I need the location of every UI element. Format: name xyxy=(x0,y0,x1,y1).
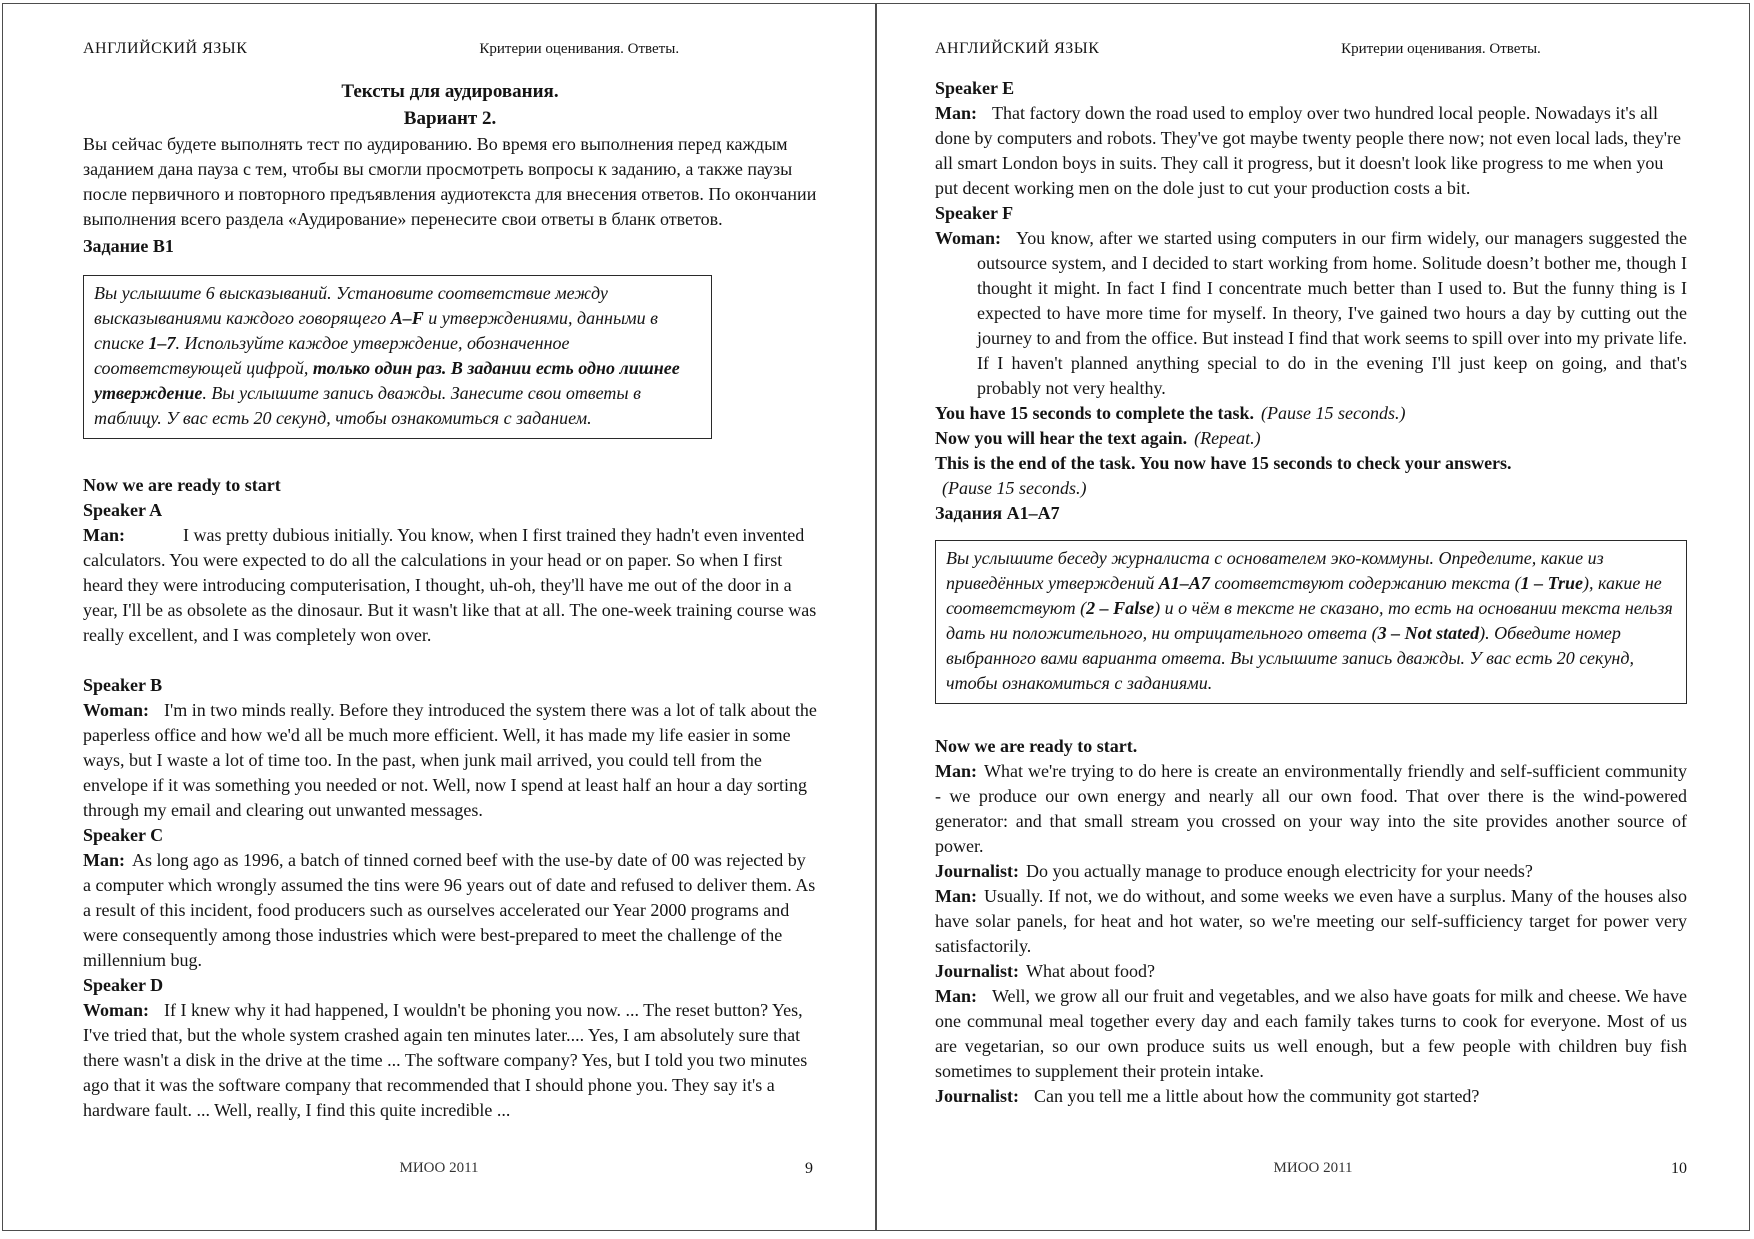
speaker-text: That factory down the road used to employ over two hundred local people. Nowadays it's all done by computers and robots. They've got maybe twenty people there now; not even local lads, they're all smart London boys in suits. They call it progress, but it doesn't look like progress to me when you put decent working men on the dole just to cut your production costs a bit. xyxy=(935,103,1681,198)
speaker-role: Man: xyxy=(935,761,977,781)
speaker-role: Journalist: xyxy=(935,1086,1020,1106)
speaker-text: You know, after we started using computers in our firm widely, our managers suggested the outsource system, and I decided to start working from home. Solitude doesn’t bother me, though I thought it might. In fact I find I concentrate much better than I used to. But the funny thing is I expected to have more time for myself. In theory, I've gained two hours a day by cutting out the journey to and from the office. But instead I find that work seems to spill over into my private life. If I haven't planned anything special to do in the evening I'll just keep on going, and that's probably not very healthy. xyxy=(977,228,1688,398)
tab-spacer xyxy=(125,865,132,866)
speaker-text: If I knew why it had happened, I wouldn't be phoning you now. ... The reset button? Yes, I've tried that, but the whole system crashed again ten minutes later.... Yes, I am absolutely sure that there wasn't a disk in the drive at the time ... The software company? Yes, but I told you two minutes ago that it was the software company that recommended that I should phone you. They say it's a hardware fault. ... Well, really, I find this quite incredible ... xyxy=(83,1000,808,1120)
speaker-d-paragraph xyxy=(83,998,817,1123)
page-header xyxy=(83,40,817,64)
speaker-role: Woman: xyxy=(83,700,150,720)
tab-spacer xyxy=(1019,976,1026,977)
tab-spacer xyxy=(149,715,164,716)
dialogue-paragraph xyxy=(935,1084,1687,1109)
tasks-a1-a7-heading: Задания A1–A7 xyxy=(935,503,1060,523)
speaker-b-paragraph xyxy=(83,698,817,823)
speaker-a-section xyxy=(83,498,817,648)
instruction-text: Вы услышите беседу журналиста с основателем эко-коммуны. Определите, какие из приведённых утверждений A1–A7 соответствуют содержанию текста (1 – True), какие не соответствуют (2 – False) и о чём в тексте не сказано, то есть на основании текста нельзя дать ни положительного, ни отрицательного ответа (3 – Not stated). Обведите номер выбранного вами варианта ответа. Вы услышите запись дважды. У вас есть 20 секунд, чтобы ознакомиться с заданиями. xyxy=(946,548,1673,693)
tab-spacer xyxy=(1001,243,1016,244)
speaker-text: As long ago as 1996, a batch of tinned corned beef with the use-by date of 00 was rejected by a computer which wrongly assumed the tins were 96 years out of date and refused to deliver them. As a result of this incident, food producers such as ourselves accelerated our Year 2000 programs and were consequently among those industries which were best-prepared to meet the challenge of the millennium bug. xyxy=(83,850,816,970)
speaker-text: I'm in two minds really. Before they introduced the system there was a lot of talk about the paperless office and how we'd all be much more efficient. Well, it has made my life easier in some ways, but I waste a lot of time too. In the past, when junk mail arrived, you could tell from the envelope if it was something you needed or not. Well, now I spend at least half an hour a day sorting through my email and clearing out unwanted messages. xyxy=(83,700,817,820)
speaker-e-paragraph xyxy=(935,101,1687,201)
task-instruction-line: Now you will hear the text again. (Repeat.) xyxy=(935,428,1261,448)
dialogue-text: Do you actually manage to produce enough electricity for your needs? xyxy=(1026,861,1533,881)
footer-publisher: МИОО 2011 xyxy=(399,1160,479,1176)
dialogue-text: Well, we grow all our fruit and vegetables, and we also have goats for milk and cheese. We have one communal meal together every day and each family takes turns to cook for everyone. Most of us are vegetarian, so our own produce suits us well enough, but a few people with children buy fish sometimes to supplement their protein intake. xyxy=(935,986,1687,1081)
instruction-box-b1 xyxy=(83,275,712,439)
task-b1-heading: Задание B1 xyxy=(83,236,174,256)
task-instruction-line: This is the end of the task. You now have 15 seconds to check your answers. xyxy=(935,453,1512,473)
ready-line: Now we are ready to start. xyxy=(935,736,1138,756)
speaker-c-heading: Speaker C xyxy=(83,825,164,845)
dialogue-text: Usually. If not, we do without, and some weeks we even have a surplus. Many of the houses also have solar panels, for heat and hot water, so we're meeting our self-sufficiency target for power very satisfactorily. xyxy=(935,886,1687,956)
speaker-c-section xyxy=(83,823,817,973)
speaker-role: Man: xyxy=(935,103,977,123)
speaker-c-paragraph xyxy=(83,848,817,973)
tab-spacer xyxy=(149,1015,164,1016)
tab-spacer xyxy=(977,776,984,777)
speaker-d-heading: Speaker D xyxy=(83,975,164,995)
tab-spacer xyxy=(1019,876,1026,877)
dialogue-text: What about food? xyxy=(1026,961,1155,981)
speaker-role: Man: xyxy=(83,525,125,545)
header-subject: АНГЛИЙСКИЙ ЯЗЫК xyxy=(83,40,248,57)
dialogue-paragraph xyxy=(935,884,1687,959)
instruction-text: Вы услышите 6 высказываний. Установите соответствие между высказываниями каждого говорящего A–F и утверждениями, данными в списке 1–7. Используйте каждое утверждение, обозначенное соответствующей цифрой, только один раз. В задании есть одно лишнее утверждение. Вы услышите запись дважды. Занесите свои ответы в таблицу. У вас есть 20 секунд, чтобы ознакомиться с заданием. xyxy=(94,283,680,428)
speaker-role: Journalist: xyxy=(935,961,1020,981)
speaker-f-heading: Speaker F xyxy=(935,203,1014,223)
tab-spacer xyxy=(125,540,183,541)
tab-spacer xyxy=(977,118,992,119)
page-footer xyxy=(877,1160,1749,1180)
instruction-box-a1-a7 xyxy=(935,540,1687,704)
page-header xyxy=(935,40,1687,64)
speaker-role: Man: xyxy=(935,986,977,1006)
speaker-role: Journalist: xyxy=(935,861,1020,881)
intro-paragraph: Вы сейчас будете выполнять тест по аудированию. Во время его выполнения перед каждым заданием дана пауза с тем, чтобы вы смогли просмотреть вопросы к заданию, а также паузы после первичного и повторного предъявления аудиотекста для внесения ответов. По окончании выполнения всего раздела «Аудирование» перенесите свои ответы в бланк ответов. xyxy=(83,134,817,229)
speaker-e-heading: Speaker E xyxy=(935,78,1015,98)
variant-title: Вариант 2. xyxy=(403,108,497,129)
tab-spacer xyxy=(977,1001,992,1002)
speaker-text: I was pretty dubious initially. You know, when I first trained they hadn't even invented calculators. You were expected to do all the calculations in your head or on paper. So when I first heard they were introducing computerisation, I thought, uh-oh, they'll have me out of the door in a year, I'll be as obsolete as the dinosaur. But it wasn't like that at all. The one-week training course was really excellent, and I was completely won over. xyxy=(83,525,817,645)
speaker-e-section xyxy=(935,76,1687,201)
page-footer xyxy=(3,1160,875,1180)
page-number: 9 xyxy=(805,1160,813,1177)
speaker-role: Man: xyxy=(83,850,125,870)
speaker-role: Man: xyxy=(935,886,977,906)
dialogue-text: Can you tell me a little about how the community got started? xyxy=(1034,1086,1480,1106)
header-section: Критерии оценивания. Ответы. xyxy=(1341,41,1541,57)
footer-publisher: МИОО 2011 xyxy=(1273,1160,1353,1176)
header-section: Критерии оценивания. Ответы. xyxy=(479,41,680,57)
dialogue-paragraph xyxy=(935,984,1687,1084)
speaker-a-paragraph xyxy=(83,523,817,648)
ready-line: Now we are ready to start xyxy=(83,475,281,495)
dialogue-paragraph xyxy=(935,759,1687,859)
page-right xyxy=(876,3,1750,1231)
speaker-f-section xyxy=(935,201,1687,401)
speaker-role: Woman: xyxy=(83,1000,150,1020)
speaker-f-paragraph xyxy=(935,226,1687,401)
speaker-role: Woman: xyxy=(935,228,1002,248)
dialogue-paragraph xyxy=(935,859,1687,884)
dialogue-paragraph xyxy=(935,959,1687,984)
speaker-b-section xyxy=(83,673,817,823)
page-left xyxy=(2,3,876,1231)
header-subject: АНГЛИЙСКИЙ ЯЗЫК xyxy=(935,40,1100,57)
tab-spacer xyxy=(977,901,984,902)
doc-title: Тексты для аудирования. xyxy=(341,81,559,102)
page-number: 10 xyxy=(1671,1160,1687,1177)
speaker-d-section xyxy=(83,973,817,1123)
speaker-a-heading: Speaker A xyxy=(83,500,163,520)
tab-spacer xyxy=(1019,1101,1034,1102)
dialogue-text: What we're trying to do here is create an environmentally friendly and self-sufficient community - we produce our own energy and nearly all our own food. That over there is the wind-powered generator: and that small stream you crossed on your way into the site provides another source of power. xyxy=(935,761,1687,856)
speaker-b-heading: Speaker B xyxy=(83,675,163,695)
task-instruction-line: (Pause 15 seconds.) xyxy=(942,478,1087,498)
task-instruction-line: You have 15 seconds to complete the task. (Pause 15 seconds.) xyxy=(935,403,1406,423)
